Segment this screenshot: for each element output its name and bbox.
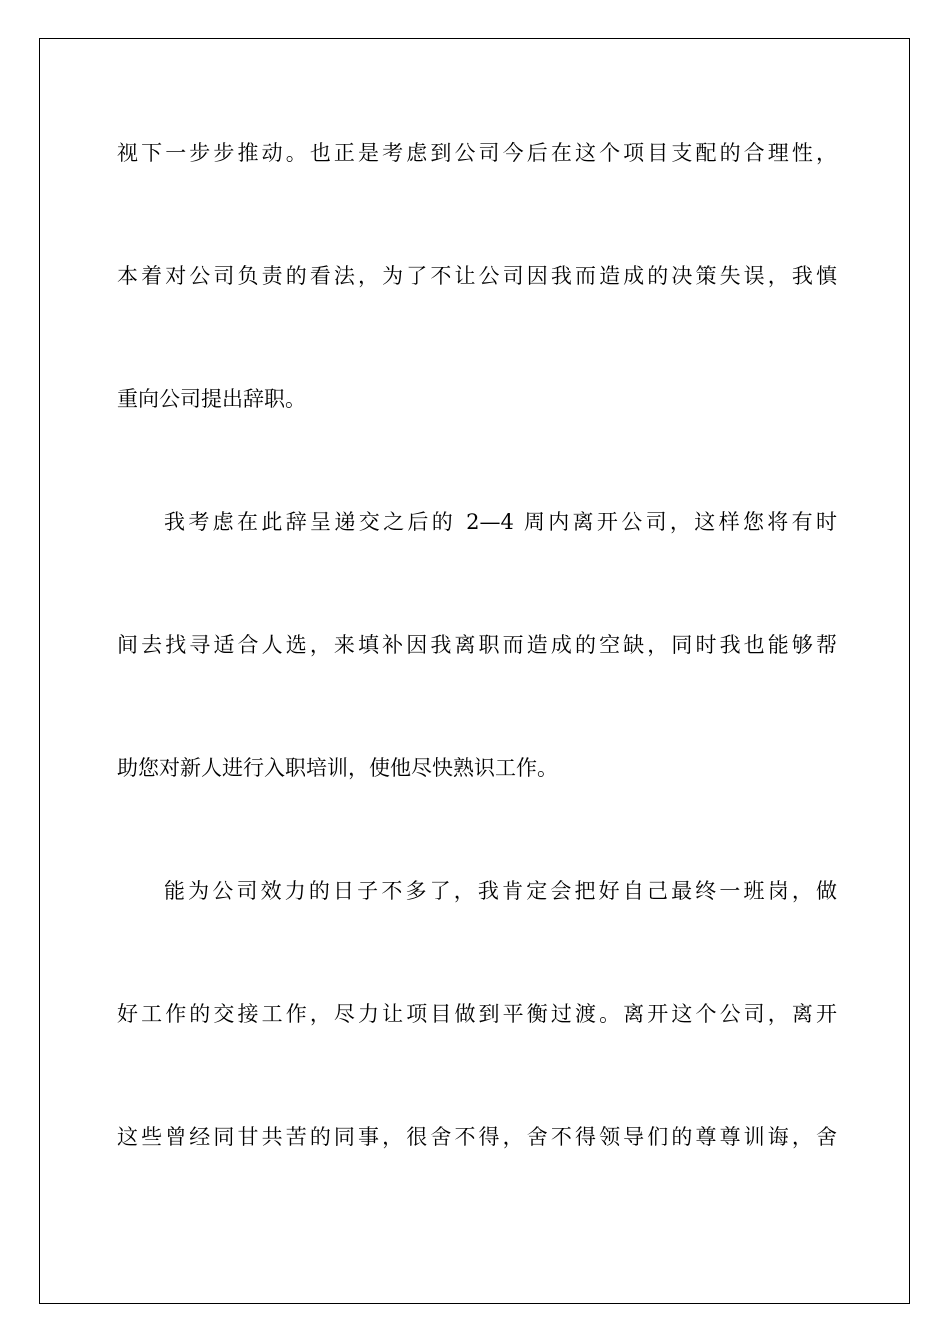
paragraph-1-line-1: 视下一步步推动。也正是考虑到公司今后在这个项目支配的合理性， [117, 141, 837, 165]
paragraph-3-line-3: 这些曾经同甘共苦的同事，很舍不得，舍不得领导们的尊尊训诲，舍 [117, 1125, 837, 1149]
page-border [39, 38, 910, 1304]
paragraph-1-line-3: 重向公司提出辞职。 [117, 387, 306, 411]
paragraph-2-line-2: 间去找寻适合人选，来填补因我离职而造成的空缺，同时我也能够帮 [117, 633, 837, 657]
paragraph-2-line-1: 我考虑在此辞呈递交之后的 2—4 周内离开公司，这样您将有时 [164, 510, 837, 534]
paragraph-1-line-2: 本着对公司负责的看法，为了不让公司因我而造成的决策失误，我慎 [117, 264, 837, 288]
paragraph-3-line-1: 能为公司效力的日子不多了，我肯定会把好自己最终一班岗，做 [164, 879, 837, 903]
paragraph-2-line-3: 助您对新人进行入职培训，使他尽快熟识工作。 [117, 756, 558, 780]
paragraph-3-line-2: 好工作的交接工作，尽力让项目做到平衡过渡。离开这个公司，离开 [117, 1002, 837, 1026]
